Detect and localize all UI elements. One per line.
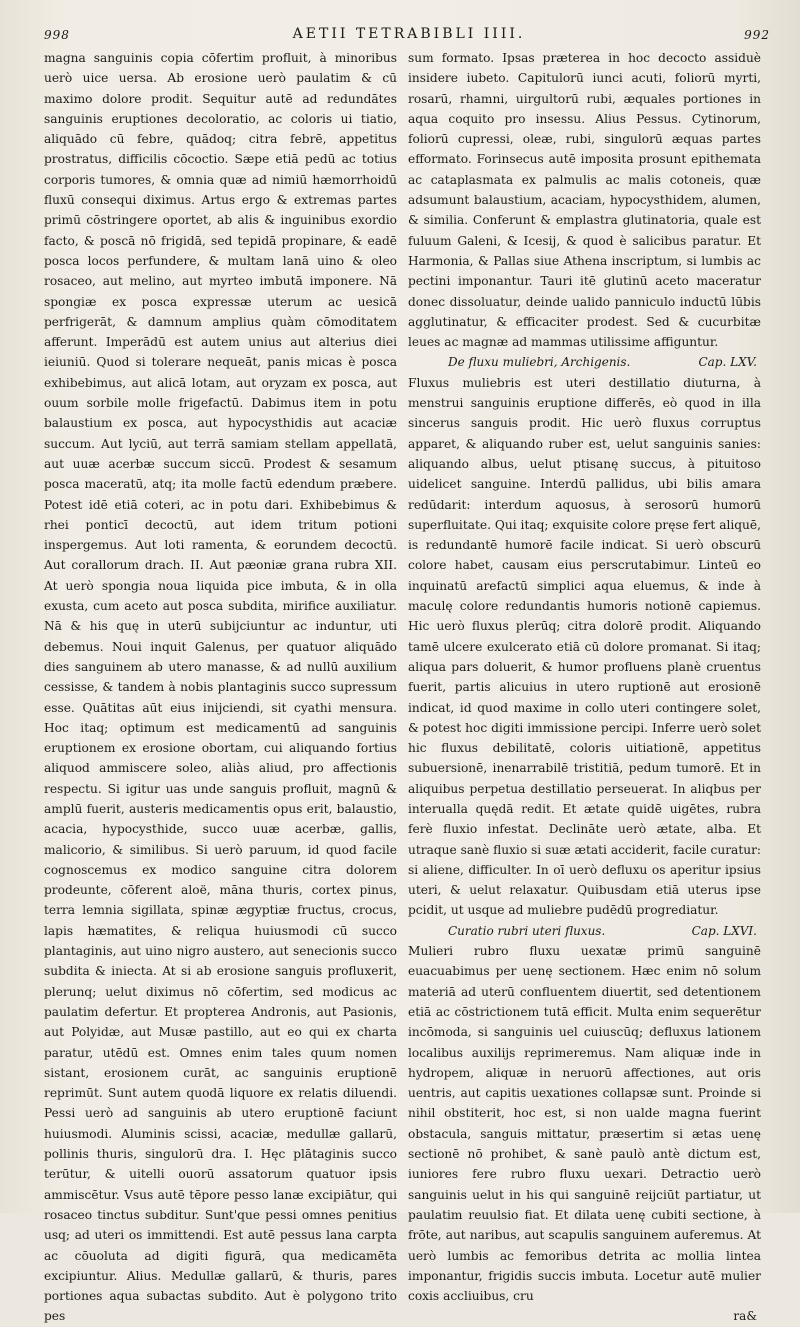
chapter-66-heading (408, 921, 761, 941)
running-title: AETII TETRABIBLI IIII. (292, 26, 526, 42)
right-column-paragraph-1: sum formato. Ipsas præterea in hoc decocto assiduè insidere iubeto. Capitulorū iunci acuti, foliorū myrti, rosarū, rhamni, uirgultorū rubi, æquales portiones in aqua coquito pro insessu. Alius Pessus. Cytinorum, foliorū cupressi, oleæ, rubi, singulorū æquas partes efformato. Forinsecus autē imposita prosunt epithemata ac cataplasmata ex palmulis ac malis cotoneis, quæ adsumunt balaustium, acaciam, hypocysthidem, alumen, & similia. Conferunt & emplastra glutinatoria, quale est fuluum Galeni, & Icesij, & quod è salicibus paratur. Et Harmonia, & Pallas siue Athena inscriptum, si lumbis ac pectini imponantur. Tauri itē glutinū aceto maceratur donec dissoluatur, deinde ualido panniculo inductū lūbis agglutinatur, & efficaciter prodest. Sed & cucurbitæ leues ac magnæ ad mammas utilissime affiguntur. (408, 51, 761, 350)
left-column-text: magna sanguinis copia cōfertim profluit, à minoribus uerò uice uersa. Ab erosione uerò paulatim & cū maximo dolore prodit. Sequitur autē ad redundātes sanguinis eruptiones decoloratio, ac coloris ui tiatio, aliquādo cū febre, quādoq; citra febrē, appetitus prostratus, difficilis cōcoctio. Sæpe etiā pedū ac totius corporis tumores, & omnia quæ ad nimiū hæmorrhoidū fluxū consequi diximus. Artus ergo & extremas partes primū cōstringere oportet, ab alis & inguinibus exordio facto, & poscā nō frigidā, sed tepidā propinare, & eadē posca locos perfundere, & multam lanā uino & oleo rosaceo, aut melino, aut myrteo imbutā imponere. Nā spongiæ ex posca expressæ uterum ac uesicā perfrigerāt, & damnum amplius quàm cōmoditatem afferunt. Imperādū est autem unius aut alterius diei ieiuniū. Quod si tolerare nequeāt, panis micas è posca exhibebimus, aut alicā lotam, aut oryzam ex posca, aut ouum sorbile molle frigefactū. Dabimus item in potu balaustium ex posca, aut hypocysthidis aut acaciæ succum. Aut lyciū, aut terrā samiam stellam appellatā, aut uuæ acerbæ succum siccū. Prodest & sesamum posca maceratū, atq; ita molle factū edendum præbere. Potest idē etiā coteri, ac in potu dari. Exhibebimus & rhei ponticī decoctū, aut idem tritum potioni inspergemus. Aut loti ramenta, & eorundem decoctū. Aut corallorum drach. II. Aut pæoniæ grana rubra XII. At uerò spongia noua liquida pice imbuta, & in olla exusta, cum aceto aut posca subdita, mirifice auxiliatur. Nā & his quę in uterū subijciuntur ac induntur, uti debemus. Noui inquit Galenus, per quatuor aliquādo dies sanguinem ab utero manasse, & ad nullū auxilium cessisse, & tandem à nobis plantaginis succo supressum esse. Quātitas aūt eius inijciendi, sit cyathi mensura. Hoc itaq; optimum est medicamentū ad sanguinis eruptionem ex erosione obortam, cui aliquando fortius aliquod ammiscere soleo, aliàs aliud, pro affectionis respectu. Si igitur uas unde sanguis profluit, magnū & amplū fuerit, austeris medicamentis opus erit, balaustio, acacia, hypocysthide, succo uuæ acerbæ, gallis, malicorio, & similibus. Si uerò paruum, id quod facile cognoscemus ex modico sanguine citra dolorem prodeunte, cōferent aloë, māna thuris, cortex pinus, terra lemnia sigillata, spinæ ægyptiæ fructus, crocus, lapis hæmatites, & reliqua huiusmodi cū succo plantaginis, aut uino nigro austero, aut senecionis succo subdita & iniecta. At si ab erosione sanguis profluxerit, plerunq; uelut diximus nō cōfertim, sed modicus ac paulatim defertur. Et propterea Andronis, aut Pasionis, aut Polyidæ, aut Musæ pastillo, aut eo qui ex charta paratur, utēdū est. Omnes enim tales quum nomen sistant, erosionem curāt, ac sanguinis eruptionē reprimūt. Sunt autem quodā liquore ex relatis diluendi. Pessi uerò ad sanguinis ab utero eruptionē faciunt huiusmodi. Aluminis scissi, acaciæ, medullæ gallarū, pollinis thuris, singulorū dra. I. Hęc plātaginis succo terūtur, & uitelli ouorū assatorum quatuor ipsis ammiscētur. Vsus autē tēpore pesso lanæ excipiātur, qui rosaceo tinctus subditur. Sunt'que pessi omnes penitius usq; ad uteri os immittendi. Est autē pessus lana carpta ac cōuoluta ad digiti figurā, qua medicamēta excipiuntur. Alius. Medullæ gallarū, & thuris, pares portiones aqua subactas subdito. Aut è polygono trito pes (44, 51, 397, 1324)
running-header (40, 22, 778, 46)
right-column-paragraph-2: Fluxus muliebris est uteri destillatio diuturna, à menstrui sanguinis eruptione differēs, eò quod in illa sincerus sanguis prodit. Hic uerò fluxus corruptus apparet, & aliquando ruber est, uelut sanguinis sanies: aliquando albus, uelut ptisanę succus, à pituitoso uidelicet sanguine. Interdū pallidus, ubi bilis amara redūdarit: interdum aquosus, à serosorū humorū superfluitate. Qui itaq; exquisite colore pręse fert aliquē, is redundantē humorē facile indicat. Si uerò obscurū colore habet, causam eius perscrutabimur. Linteū eo inquinatū arefactū simplici aqua eluemus, & inde à maculę colore redundantis humoris notionē capiemus. Hic uerò fluxus plerūq; citra dolorē prodit. Aliquando tamē ulcere exulcerato etiā cū dolore promanat. Si itaq; aliqua pars doluerit, & humor profluens planè cruentus fuerit, partis alicuius in utero ruptionē aut erosionē indicat, id quod maxime in collo uteri contingere solet, & potest hoc digiti immissione percipi. Inferre uerò solet hic fluxus debilitatē, coloris uitiationē, appetitus subuersionē, inenarrabilē tristitiā, pedum tumorē. Et in aliquibus perpetua destillatio perseuerat. In aliqbus per interualla quędā redit. Et ætate quidē uigētes, rubra ferè fluxio infestat. Declināte uerò ætate, alba. Et utraque sanè fluxio si suæ ætati acciderit, facile curatur: si aliene, difficulter. In oī uerò defluxu os aperitur ipsius uteri, & uelut relaxatur. Quibusdam etiā uterus ipse pcidit, ut usque ad muliebre pudēdū progrediatur. (408, 375, 761, 918)
page-number-left: 998 (44, 28, 70, 42)
chapter-65-title: De fluxu muliebri, Archigenis. (448, 355, 631, 370)
page-number-right: 992 (744, 28, 770, 42)
right-column (408, 48, 761, 1324)
chapter-65-heading (408, 352, 761, 372)
left-column (44, 48, 397, 1324)
catchword: ra& (733, 1309, 757, 1324)
chapter-65-number: Cap. LXV. (698, 355, 757, 370)
chapter-66-title: Curatio rubri uteri fluxus. (448, 923, 606, 938)
chapter-66-number: Cap. LXVI. (691, 923, 757, 938)
right-column-paragraph-3: Mulieri rubro fluxu uexatæ primū sanguinē euacuabimus per uenę sectionem. Hæc enim nō solum materiā ad uterū confluentem diuertit, sed detentionem etiā ac cōstrictionem tutā efficit. Multa enim sequerētur incōmoda, si sanguinis uel cuiuscūq; defluxus lationem localibus auxilijs reprimeremus. Nam aliquæ inde in hydropem, aliquæ in neruorū affectiones, aut oris uentris, aut capitis uexationes collapsæ sunt. Proinde si nihil obstiterit, hoc est, si non ualde magna fuerint obstacula, sanguis mittatur, præsertim si ætas uenę sectionē nō prohibet, & sanè paulò antè dictum est, iuniores fere rubro fluxu uexari. Detractio uerò sanguinis uelut in his qui sanguinē reijciūt partiatur, ut paulatim reuulsio fiat. Et dilata uenę cubiti sectione, à frōte, aut naribus, aut scapulis sanguinem auferemus. At uerò lumbis ac femoribus detrita ac mollia lintea imponantur, frigidis succis imbuta. Locetur autē mulier coxis accliuibus, cru (408, 944, 761, 1304)
